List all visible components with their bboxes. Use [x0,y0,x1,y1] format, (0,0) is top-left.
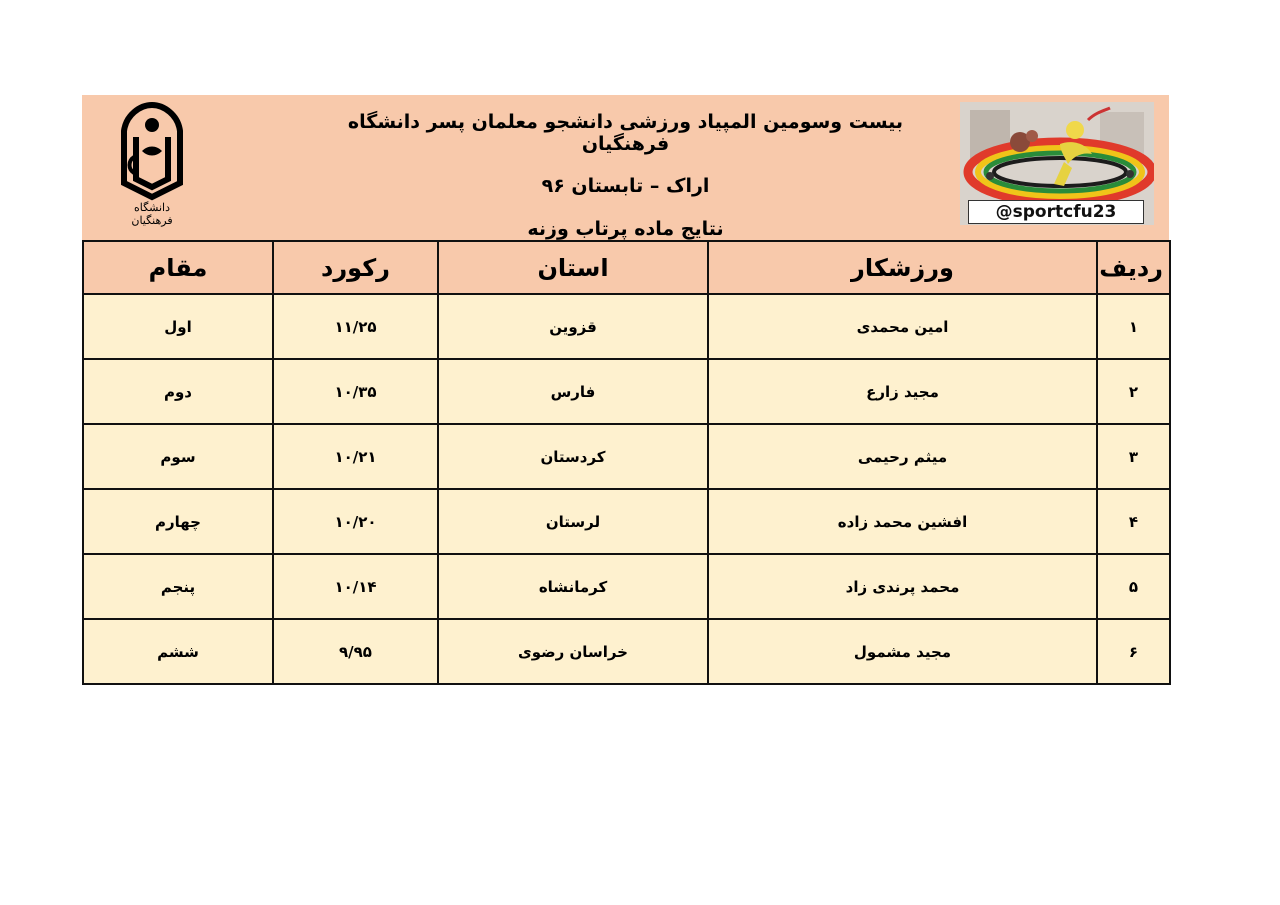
place-cell: چهارم [83,489,273,554]
logo-caption: دانشگاه فرهنگیان [131,201,173,227]
column-header-place: مقام [83,241,273,294]
header-banner [82,95,1169,240]
column-header-rank: ردیف [1097,241,1170,294]
record-cell: ۱۰/۲۰ [273,489,438,554]
column-header-province: استان [438,241,708,294]
place-cell: پنجم [83,554,273,619]
university-emblem-icon [112,101,192,201]
header-titles [342,103,909,240]
province-cell: قزوین [438,294,708,359]
province-cell: کردستان [438,424,708,489]
results-table [82,240,1171,685]
results-sheet [82,95,1169,685]
table-row [83,554,1170,619]
place-cell: اول [83,294,273,359]
record-cell: ۱۰/۳۵ [273,359,438,424]
province-cell: فارس [438,359,708,424]
page-subtitle: اراک – تابستان ۹۶ [541,175,710,197]
table-row [83,359,1170,424]
column-header-record: رکورد [273,241,438,294]
rank-cell: ۵ [1097,554,1170,619]
athlete-cell: میثم رحیمی [708,424,1097,489]
athlete-cell: افشین محمد زاده [708,489,1097,554]
province-cell: خراسان رضوی [438,619,708,684]
table-header-row [83,241,1170,294]
table-row [83,294,1170,359]
place-cell: سوم [83,424,273,489]
province-cell: کرمانشاه [438,554,708,619]
rank-cell: ۲ [1097,359,1170,424]
place-cell: ششم [83,619,273,684]
table-row [83,424,1170,489]
page-title: بیست وسومین المپیاد ورزشی دانشجو معلمان پسر دانشگاه فرهنگیان [347,111,904,155]
record-cell: ۱۰/۱۴ [273,554,438,619]
rank-cell: ۶ [1097,619,1170,684]
record-cell: ۹/۹۵ [273,619,438,684]
sport-logo [960,102,1154,225]
athlete-cell: مجید زارع [708,359,1097,424]
place-cell: دوم [83,359,273,424]
table-row [83,489,1170,554]
record-cell: ۱۱/۲۵ [273,294,438,359]
record-cell: ۱۰/۲۱ [273,424,438,489]
rank-cell: ۴ [1097,489,1170,554]
athlete-cell: محمد پرندی زاد [708,554,1097,619]
table-row [83,619,1170,684]
rank-cell: ۱ [1097,294,1170,359]
column-header-athlete: ورزشکار [708,241,1097,294]
event-title: نتایج ماده پرتاب وزنه [527,218,724,240]
rank-cell: ۳ [1097,424,1170,489]
university-logo [112,101,192,229]
athlete-cell: مجید مشمول [708,619,1097,684]
athlete-cell: امین محمدی [708,294,1097,359]
social-handle: @sportcfu23 [968,200,1144,224]
province-cell: لرستان [438,489,708,554]
